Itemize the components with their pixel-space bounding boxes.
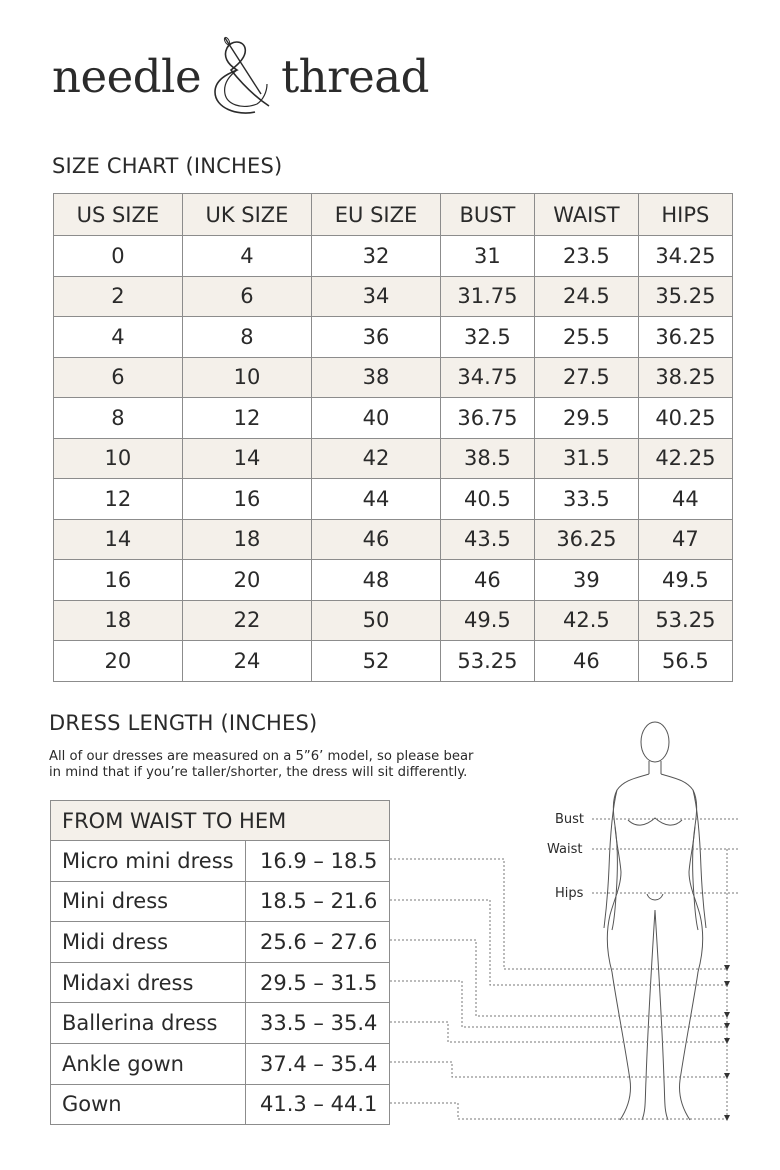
cell-bust: 46: [440, 560, 534, 601]
arrow-down-icon: [724, 1115, 730, 1121]
cell-uk: 18: [182, 519, 311, 560]
length-header-row: [51, 801, 390, 841]
dress-name: Midaxi dress: [51, 962, 246, 1003]
header-bust: BUST: [440, 194, 534, 236]
table-row: [51, 922, 390, 963]
cell-bust: 40.5: [440, 479, 534, 520]
table-row: [54, 317, 733, 358]
leader-micro-mini: [390, 859, 727, 969]
cell-us: 0: [54, 236, 183, 277]
dress-range: 29.5 – 31.5: [246, 962, 390, 1003]
dress-name: Ballerina dress: [51, 1003, 246, 1044]
cell-eu: 36: [312, 317, 441, 358]
cell-eu: 38: [312, 357, 441, 398]
dress-range: 37.4 – 35.4: [246, 1043, 390, 1084]
cell-us: 14: [54, 519, 183, 560]
arrow-down-icon: [724, 1073, 730, 1079]
cell-hips: 42.25: [638, 438, 732, 479]
table-row: [54, 236, 733, 277]
arrow-down-icon: [724, 981, 730, 987]
cell-hips: 34.25: [638, 236, 732, 277]
cell-waist: 29.5: [535, 398, 639, 439]
dress-range: 41.3 – 44.1: [246, 1084, 390, 1125]
cell-eu: 34: [312, 276, 441, 317]
leader-midi: [390, 940, 727, 1016]
table-row: [51, 1043, 390, 1084]
leader-midaxi: [390, 981, 727, 1027]
length-table-header: FROM WAIST TO HEM: [51, 801, 390, 841]
label-hips: Hips: [555, 886, 584, 901]
cell-eu: 46: [312, 519, 441, 560]
cell-eu: 52: [312, 641, 441, 682]
cell-uk: 20: [182, 560, 311, 601]
cell-uk: 22: [182, 600, 311, 641]
cell-bust: 36.75: [440, 398, 534, 439]
cell-waist: 27.5: [535, 357, 639, 398]
ampersand-needle-icon: [207, 34, 277, 118]
cell-uk: 4: [182, 236, 311, 277]
cell-eu: 40: [312, 398, 441, 439]
cell-hips: 53.25: [638, 600, 732, 641]
cell-bust: 49.5: [440, 600, 534, 641]
header-us-size: US SIZE: [54, 194, 183, 236]
cell-uk: 14: [182, 438, 311, 479]
cell-bust: 32.5: [440, 317, 534, 358]
cell-uk: 10: [182, 357, 311, 398]
table-row: [54, 519, 733, 560]
cell-waist: 46: [535, 641, 639, 682]
cell-waist: 39: [535, 560, 639, 601]
size-chart-title: SIZE CHART (INCHES): [52, 154, 283, 178]
cell-us: 2: [54, 276, 183, 317]
cell-us: 4: [54, 317, 183, 358]
cell-hips: 56.5: [638, 641, 732, 682]
table-row: [54, 560, 733, 601]
cell-eu: 42: [312, 438, 441, 479]
table-row: [54, 479, 733, 520]
table-row: [51, 1003, 390, 1044]
cell-waist: 31.5: [535, 438, 639, 479]
cell-bust: 43.5: [440, 519, 534, 560]
header-waist: WAIST: [535, 194, 639, 236]
cell-eu: 50: [312, 600, 441, 641]
cell-eu: 44: [312, 479, 441, 520]
label-bust: Bust: [555, 812, 585, 827]
table-row: [51, 1084, 390, 1125]
arrow-down-icon: [724, 1038, 730, 1044]
table-row: [54, 357, 733, 398]
cell-bust: 34.75: [440, 357, 534, 398]
cell-us: 18: [54, 600, 183, 641]
size-chart-header-row: [54, 194, 733, 236]
size-chart-body: [54, 236, 733, 682]
measurement-guides: [390, 819, 738, 1119]
dress-name: Gown: [51, 1084, 246, 1125]
table-row: [54, 600, 733, 641]
table-row: [54, 641, 733, 682]
leader-ankle: [390, 1062, 727, 1077]
arrow-down-icon: [724, 965, 730, 971]
table-row: [54, 276, 733, 317]
dress-length-note: [49, 749, 519, 781]
cell-us: 10: [54, 438, 183, 479]
table-row: [51, 962, 390, 1003]
cell-hips: 40.25: [638, 398, 732, 439]
header-hips: HIPS: [638, 194, 732, 236]
dress-length-table: [50, 800, 390, 1125]
cell-hips: 44: [638, 479, 732, 520]
dress-range: 16.9 – 18.5: [246, 841, 390, 882]
hem-arrowheads: [724, 965, 730, 1121]
cell-hips: 35.25: [638, 276, 732, 317]
brand-word-right: thread: [281, 49, 429, 103]
arrow-down-icon: [724, 1012, 730, 1018]
cell-hips: 47: [638, 519, 732, 560]
dress-name: Micro mini dress: [51, 841, 246, 882]
brand-logo: [52, 34, 429, 118]
body-silhouette: [604, 722, 706, 1120]
cell-uk: 12: [182, 398, 311, 439]
cell-waist: 23.5: [535, 236, 639, 277]
cell-waist: 36.25: [535, 519, 639, 560]
cell-bust: 31.75: [440, 276, 534, 317]
cell-us: 20: [54, 641, 183, 682]
note-line-2: in mind that if you’re taller/shorter, the dress will sit differently.: [49, 765, 468, 780]
cell-hips: 38.25: [638, 357, 732, 398]
cell-waist: 42.5: [535, 600, 639, 641]
dress-range: 25.6 – 27.6: [246, 922, 390, 963]
dress-name: Midi dress: [51, 922, 246, 963]
cell-us: 8: [54, 398, 183, 439]
cell-us: 6: [54, 357, 183, 398]
note-line-1: All of our dresses are measured on a 5”6’ model, so please bear: [49, 749, 474, 764]
length-table-body: [51, 841, 390, 1125]
cell-us: 12: [54, 479, 183, 520]
table-row: [54, 398, 733, 439]
cell-hips: 49.5: [638, 560, 732, 601]
arrow-down-icon: [724, 1023, 730, 1029]
brand-word-left: needle: [52, 49, 202, 103]
cell-eu: 32: [312, 236, 441, 277]
table-row: [51, 841, 390, 882]
leader-mini: [390, 900, 727, 985]
cell-eu: 48: [312, 560, 441, 601]
leader-ballerina: [390, 1022, 727, 1042]
dress-name: Mini dress: [51, 881, 246, 922]
dress-name: Ankle gown: [51, 1043, 246, 1084]
cell-us: 16: [54, 560, 183, 601]
cell-uk: 16: [182, 479, 311, 520]
header-uk-size: UK SIZE: [182, 194, 311, 236]
measurement-labels: [547, 812, 584, 901]
table-row: [54, 438, 733, 479]
dress-length-title: DRESS LENGTH (INCHES): [49, 711, 318, 735]
leader-gown: [390, 1103, 727, 1119]
label-waist: Waist: [547, 842, 583, 857]
cell-uk: 8: [182, 317, 311, 358]
cell-uk: 6: [182, 276, 311, 317]
size-chart-table: [53, 193, 733, 682]
cell-bust: 31: [440, 236, 534, 277]
dress-range: 18.5 – 21.6: [246, 881, 390, 922]
header-eu-size: EU SIZE: [312, 194, 441, 236]
table-row: [51, 881, 390, 922]
cell-hips: 36.25: [638, 317, 732, 358]
cell-waist: 24.5: [535, 276, 639, 317]
cell-bust: 53.25: [440, 641, 534, 682]
cell-bust: 38.5: [440, 438, 534, 479]
cell-waist: 33.5: [535, 479, 639, 520]
cell-uk: 24: [182, 641, 311, 682]
dress-range: 33.5 – 35.4: [246, 1003, 390, 1044]
cell-waist: 25.5: [535, 317, 639, 358]
